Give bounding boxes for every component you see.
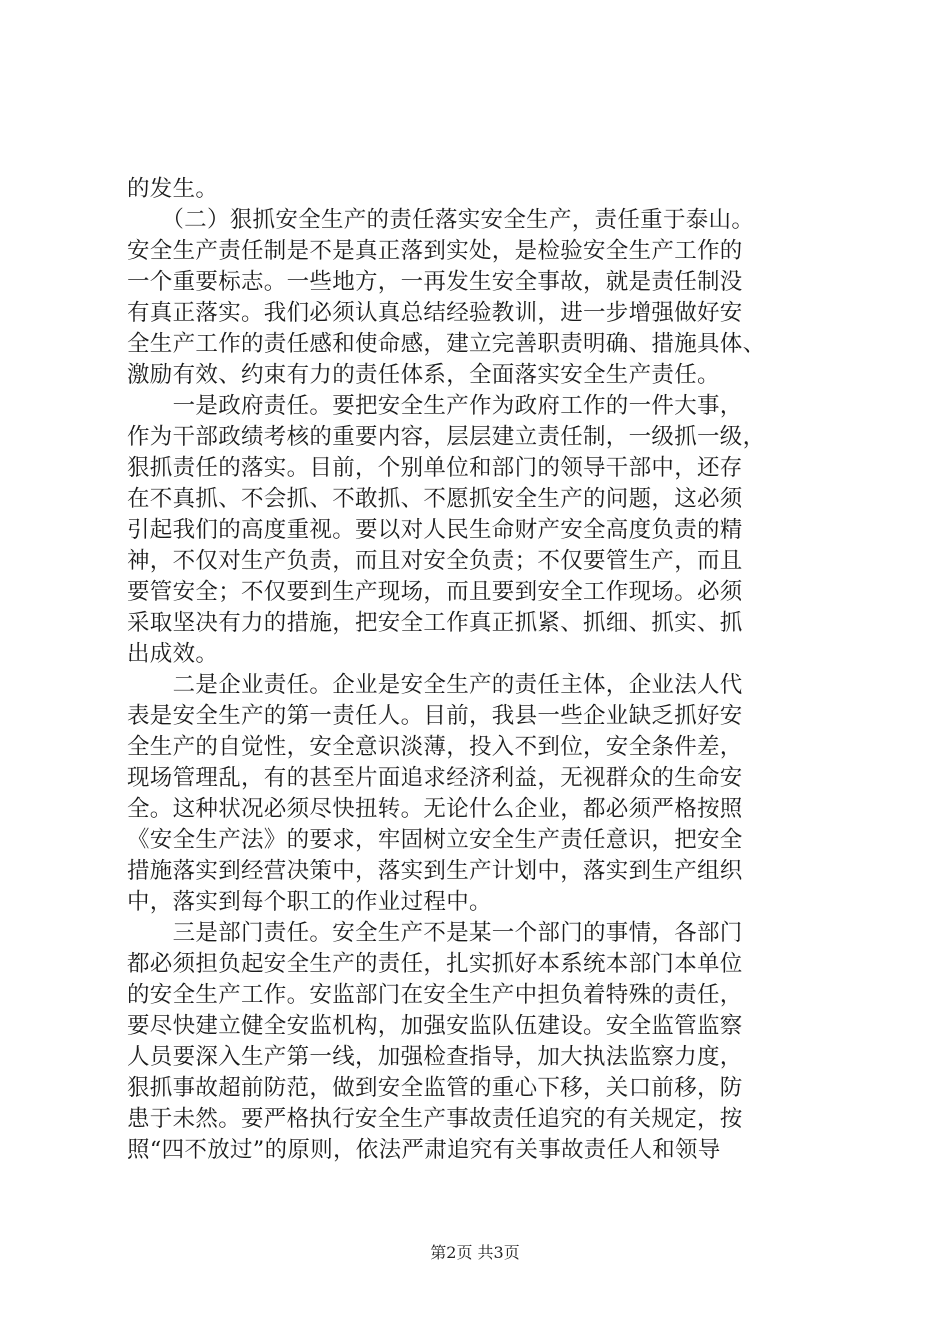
text-line: 《安全生产法》的要求，牢固树立安全生产责任意识，把安全 [127, 827, 743, 853]
text-line: 表是安全生产的第一责任人。目前，我县一些企业缺乏抓好安 [127, 703, 743, 729]
text-line: 中，落实到每个职工的作业过程中。 [127, 889, 492, 915]
text-line: 引起我们的高度重视。要以对人民生命财产安全高度负责的精 [127, 517, 743, 543]
text-line: 神，不仅对生产负责，而且对安全负责；不仅要管生产，而且 [127, 548, 743, 574]
text-line: 三是部门责任。安全生产不是某一个部门的事情，各部门 [127, 920, 743, 946]
text-line: 全生产的自觉性，安全意识淡薄，投入不到位，安全条件差， [127, 734, 743, 760]
text-line: 狠抓事故超前防范，做到安全监管的重心下移，关口前移，防 [127, 1075, 743, 1101]
text-line: 患于未然。要严格执行安全生产事故责任追究的有关规定，按 [127, 1106, 743, 1132]
text-line: 全。这种状况必须尽快扭转。无论什么企业，都必须严格按照 [127, 796, 743, 822]
text-line: （二）狠抓安全生产的责任落实安全生产，责任重于泰山。 [127, 207, 755, 233]
text-line: 采取坚决有力的措施，把安全工作真正抓紧、抓细、抓实、抓 [127, 610, 743, 636]
text-line: 要管安全；不仅要到生产现场，而且要到安全工作现场。必须 [127, 579, 743, 605]
text-line: 的安全生产工作。安监部门在安全生产中担负着特殊的责任， [127, 982, 743, 1008]
text-line: 安全生产责任制是不是真正落到实处，是检验安全生产工作的 [127, 238, 743, 264]
page-footer: 第2页 共3页 [430, 1243, 520, 1262]
text-line: 全生产工作的责任感和使命感，建立完善职责明确、措施具体、 [127, 331, 766, 357]
document-body [127, 174, 830, 1166]
text-line: 作为干部政绩考核的重要内容，层层建立责任制，一级抓一级， [127, 424, 766, 450]
text-line: 激励有效、约束有力的责任体系，全面落实安全生产责任。 [127, 362, 720, 388]
text-line: 二是企业责任。企业是安全生产的责任主体，企业法人代 [127, 672, 743, 698]
text-line: 的发生。 [127, 176, 219, 202]
text-line: 有真正落实。我们必须认真总结经验教训，进一步增强做好安 [127, 300, 743, 326]
text-line: 出成效。 [127, 641, 219, 667]
text-line: 人员要深入生产第一线，加强检查指导，加大执法监察力度， [127, 1044, 743, 1070]
text-line: 在不真抓、不会抓、不敢抓、不愿抓安全生产的问题，这必须 [127, 486, 743, 512]
text-line: 狠抓责任的落实。目前，个别单位和部门的领导干部中，还存 [127, 455, 743, 481]
text-line: 要尽快建立健全安监机构，加强安监队伍建设。安全监管监察 [127, 1013, 743, 1039]
text-line: 照“四不放过”的原则，依法严肃追究有关事故责任人和领导 [127, 1137, 721, 1163]
text-line: 一个重要标志。一些地方，一再发生安全事故，就是责任制没 [127, 269, 743, 295]
text-line: 措施落实到经营决策中，落实到生产计划中，落实到生产组织 [127, 858, 743, 884]
text-line: 一是政府责任。要把安全生产作为政府工作的一件大事， [127, 393, 743, 419]
text-line: 都必须担负起安全生产的责任，扎实抓好本系统本部门本单位 [127, 951, 743, 977]
text-line: 现场管理乱，有的甚至片面追求经济利益，无视群众的生命安 [127, 765, 743, 791]
